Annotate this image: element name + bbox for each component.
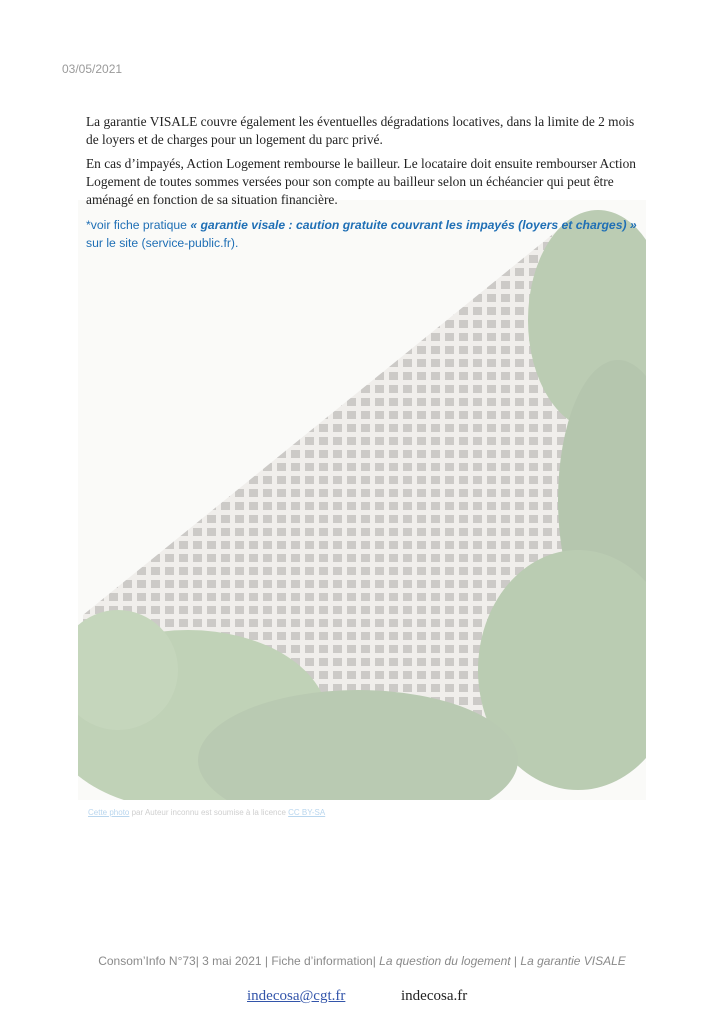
photo-source-link[interactable]: Cette photo xyxy=(88,808,130,817)
visale-fiche-link[interactable]: « garantie visale : caution gratuite couvrant les impayés (loyers et charges) » xyxy=(190,218,637,232)
note-prefix: *voir fiche pratique xyxy=(86,218,191,232)
page-footer xyxy=(0,954,724,968)
page-date: 03/05/2021 xyxy=(62,62,123,76)
footer-section: La question du logement xyxy=(379,954,511,968)
website-link[interactable]: indecosa.fr xyxy=(401,988,468,1004)
footer-separator: | xyxy=(510,954,521,968)
photo-credit xyxy=(88,808,325,817)
building-photo xyxy=(78,200,646,800)
paragraph-degradations: La garantie VISALE couvre également les éventuelles dégradations locatives, dans la limite de 2 mois de loyers et de charges pour un logement du parc privé. xyxy=(86,114,635,147)
license-link[interactable]: CC BY-SA xyxy=(288,808,326,817)
paragraph-impayes: En cas d’impayés, Action Logement rembourse le bailleur. Le locataire doit ensuite rembourser Action Logement de toutes sommes versées pour son compte au bailleur selon un échéancier qui peut être aménagé en fonction de sa situation financière. xyxy=(86,156,636,207)
footer-topic: La garantie VISALE xyxy=(520,954,626,968)
practical-note xyxy=(86,216,646,252)
footer-prefix: Consom’Info N°73| 3 mai 2021 | Fiche d’information| xyxy=(98,954,380,968)
email-link[interactable]: indecosa@cgt.fr xyxy=(247,988,346,1004)
note-suffix: sur le site (service-public.fr). xyxy=(86,236,239,250)
photo-credit-text: par Auteur inconnu est soumise à la licence xyxy=(129,808,289,817)
